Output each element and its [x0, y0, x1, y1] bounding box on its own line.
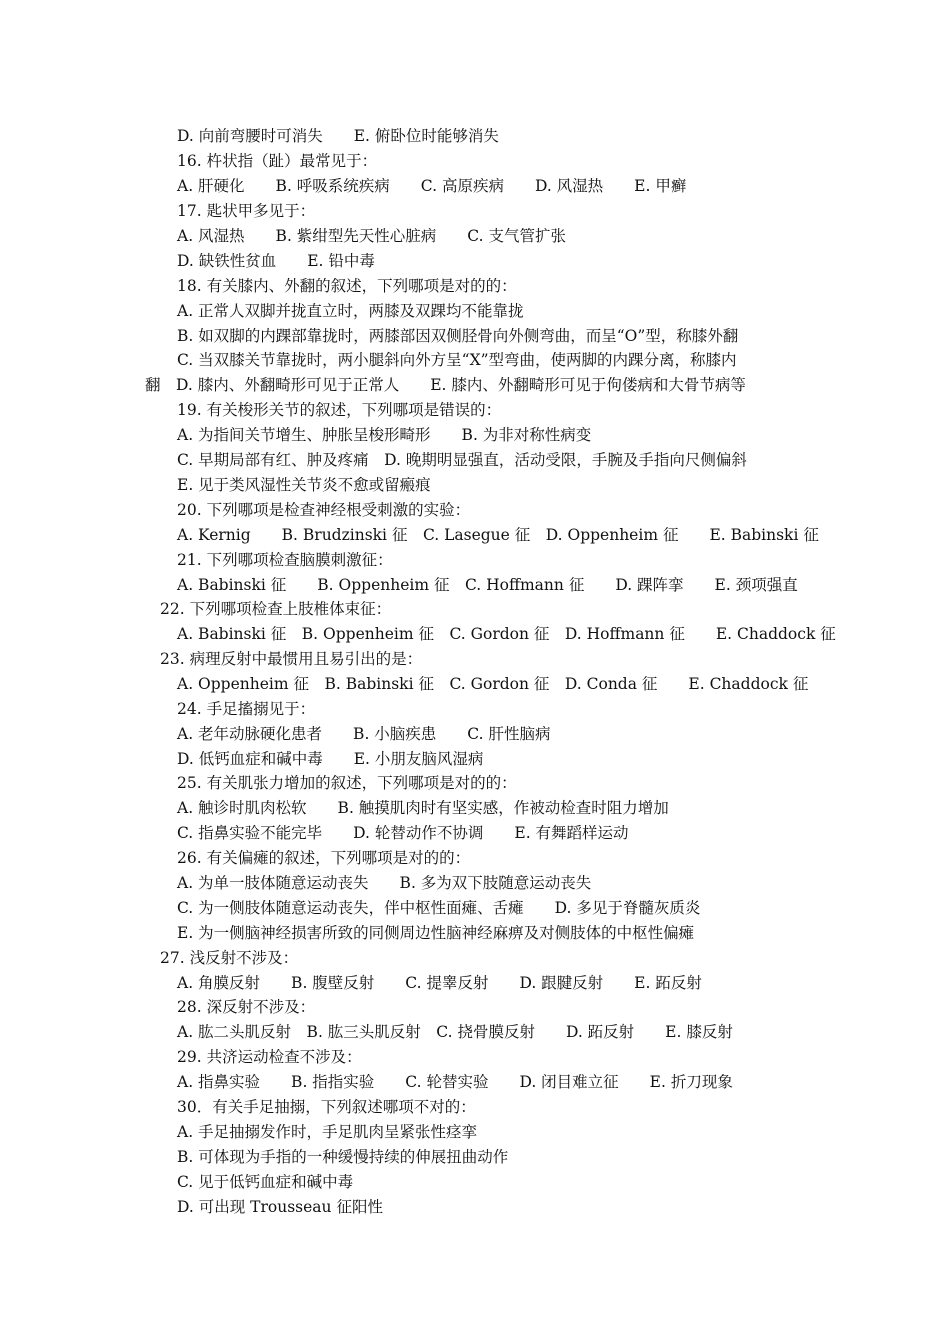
options-26: C. 为一侧肢体随意运动丧失，伴中枢性面瘫、舌瘫 D. 多见于脊髓灰质炎: [177, 899, 701, 917]
question-28: 28. 深反射不涉及：: [177, 998, 316, 1016]
options-26: A. 为单一肢体随意运动丧失 B. 多为双下肢随意运动丧失: [177, 874, 592, 892]
option-30a: A. 手足抽搦发作时，手足肌肉呈紧张性痉挛: [177, 1123, 478, 1141]
options-22: A. Babinski 征 B. Oppenheim 征 C. Gordon 征 D. Hoffmann 征 E. Chaddock 征: [177, 625, 836, 643]
options-27: A. 角膜反射 B. 腹壁反射 C. 提睾反射 D. 跟腱反射 E. 跖反射: [177, 974, 702, 992]
question-21: 21. 下列哪项检查脑膜刺激征：: [177, 551, 393, 569]
question-27: 27. 浅反射不涉及：: [160, 949, 299, 967]
question-22: 22. 下列哪项检查上肢椎体束征：: [160, 600, 392, 618]
option-18de: 翻 D. 膝内、外翻畸形可见于正常人 E. 膝内、外翻畸形可见于佝偻病和大骨节病等: [145, 376, 746, 394]
option-30b: B. 可体现为手指的一种缓慢持续的伸展扭曲动作: [177, 1148, 509, 1166]
options-21: A. Babinski 征 B. Oppenheim 征 C. Hoffmann 征 D. 踝阵挛 E. 颈项强直: [177, 576, 798, 594]
options-19: E. 见于类风湿性关节炎不愈或留瘢痕: [177, 476, 431, 494]
options-25: A. 触诊时肌肉松软 B. 触摸肌肉时有坚实感，作被动检查时阻力增加: [177, 799, 669, 817]
option-18c: C. 当双膝关节靠拢时，两小腿斜向外方呈“X”型弯曲，使两脚的内踝分离，称膝内: [177, 351, 737, 369]
question-29: 29. 共济运动检查不涉及：: [177, 1048, 362, 1066]
options-25: C. 指鼻实验不能完毕 D. 轮替动作不协调 E. 有舞蹈样运动: [177, 824, 629, 842]
question-25: 25. 有关肌张力增加的叙述，下列哪项是对的的：: [177, 774, 517, 792]
question-20: 20. 下列哪项是检查神经根受刺激的实验：: [177, 501, 471, 519]
options-17: A. 风湿热 B. 紫绀型先天性心脏病 C. 支气管扩张: [177, 227, 566, 245]
options-19: A. 为指间关节增生、肿胀呈梭形畸形 B. 为非对称性病变: [177, 426, 592, 444]
question-18: 18. 有关膝内、外翻的叙述，下列哪项是对的的：: [177, 277, 517, 295]
options-24: D. 低钙血症和碱中毒 E. 小朋友脑风湿病: [177, 750, 484, 768]
option-30c: C. 见于低钙血症和碱中毒: [177, 1173, 354, 1191]
option-18b: B. 如双脚的内踝部靠拢时，两膝部因双侧胫骨向外侧弯曲，而呈“O”型，称膝外翻: [177, 327, 739, 345]
question-30: 30．有关手足抽搦，下列叙述哪项不对的：: [177, 1098, 476, 1116]
question-19: 19. 有关梭形关节的叙述，下列哪项是错误的：: [177, 401, 502, 419]
options-26: E. 为一侧脑神经损害所致的同侧周边性脑神经麻痹及对侧肢体的中枢性偏瘫: [177, 924, 695, 942]
text-line: D. 向前弯腰时可消失 E. 俯卧位时能够消失: [177, 127, 499, 145]
question-26: 26. 有关偏瘫的叙述，下列哪项是对的的：: [177, 849, 471, 867]
question-16: 16. 杵状指（趾）最常见于：: [177, 152, 378, 170]
question-24: 24. 手足搐搦见于：: [177, 700, 316, 718]
option-30d: D. 可出现 Trousseau 征阳性: [177, 1198, 383, 1216]
options-17: D. 缺铁性贫血 E. 铅中毒: [177, 252, 375, 270]
options-23: A. Oppenheim 征 B. Babinski 征 C. Gordon 征 D. Conda 征 E. Chaddock 征: [177, 675, 809, 693]
option-18a: A. 正常人双脚并拢直立时，两膝及双踝均不能靠拢: [177, 302, 524, 320]
options-28: A. 肱二头肌反射 B. 肱三头肌反射 C. 挠骨膜反射 D. 跖反射 E. 膝反射: [177, 1023, 733, 1041]
options-16: A. 肝硬化 B. 呼吸系统疾病 C. 高原疾病 D. 风湿热 E. 甲癣: [177, 177, 687, 195]
question-17: 17. 匙状甲多见于：: [177, 202, 316, 220]
question-23: 23. 病理反射中最惯用且易引出的是：: [160, 650, 423, 668]
options-29: A. 指鼻实验 B. 指指实验 C. 轮替实验 D. 闭目难立征 E. 折刀现象: [177, 1073, 733, 1091]
options-24: A. 老年动脉硬化患者 B. 小脑疾患 C. 肝性脑病: [177, 725, 551, 743]
options-19: C. 早期局部有红、肿及疼痛 D. 晚期明显强直，活动受限，手腕及手指向尺侧偏斜: [177, 451, 747, 469]
options-20: A. Kernig B. Brudzinski 征 C. Lasegue 征 D. Oppenheim 征 E. Babinski 征: [177, 526, 819, 544]
